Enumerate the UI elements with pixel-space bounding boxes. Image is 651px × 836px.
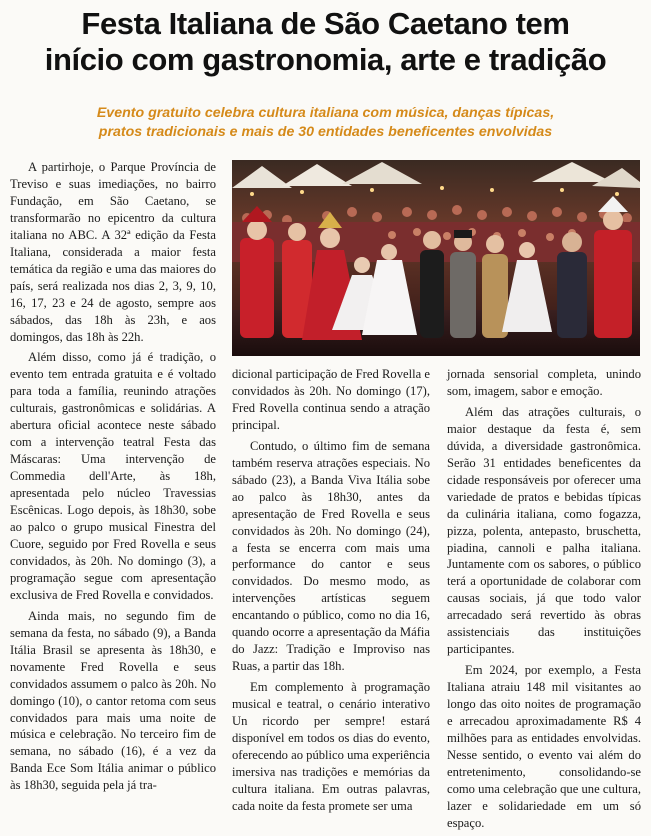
- paragraph: Além das atrações culturais, o maior destaque da festa é, sem dúvida, a diversidade gastronômica. Serão 31 entidades beneficentes da cidade responsáveis por oferecer uma variedade de pratos e bebidas típicas da culinária italiana, como fogazza, pizza, polenta, antepasto, bruschetta, piadina, cannoli e palha italiana. Juntamente com os sabores, o público terá a oportunidade de colaborar com causas sociais, já que todo valor arrecadado será revertido às obras assistenciais das instituições participantes.: [447, 404, 641, 657]
- paragraph: Além disso, como já é tradição, o evento tem entrada gratuita e é voltado para toda a família, reunindo atrações culturais, gastronômicas e solidárias. A abertura oficial acontece neste sábado com a intervenção teatral Festa das Máscaras: Uma intervenção de Commedia dell'Arte, às 18h, apresentada pelo núcleo Travessias Escênicas. Logo depois, às 18h30, sobe ao palco o grupo musical Finestra del Cuore, seguido por Fred Rovella e seus convidados, às 20h. No domingo (3), a programação segue com apresentação exclusiva de Fred Rovella e convidados.: [10, 350, 216, 602]
- paragraph: Em complemento à programação musical e teatral, o cenário interativo Un ricordo per sempre! estará disponível em todos os dias do evento, oferecendo ao público uma experiência imersiva nas tradições e memórias da cultura italiana. Em outras palavras, cada noite da festa promete ser uma: [232, 680, 430, 813]
- subheadline: [0, 104, 651, 142]
- festival-stage-photo: [232, 160, 640, 356]
- headline-line-1: Festa Italiana de São Caetano tem: [81, 6, 570, 41]
- festival-photo-illustration: [232, 160, 640, 356]
- paragraph: Contudo, o último fim de semana também reserva atrações especiais. No sábado (23), a Banda Viva Itália sobe ao palco às 18h30, antes da apresentação de Fred Rovella e seus convidados às 20h. No domingo (24), a festa se encerra com mais uma performance do cantor e seus convidados. Do mesmo modo, as intervenções artísticas seguem encantando o público, como no dia 16, quando ocorre a apresentação da Máfia do Jazz: Tradição e Improviso nas Ruas, a partir das 18h.: [232, 438, 430, 674]
- paragraph: jornada sensorial completa, unindo som, imagem, sabor e emoção.: [447, 367, 641, 398]
- headline-line-2: início com gastronomia, arte e tradição: [44, 42, 607, 77]
- article-column-3: [447, 366, 641, 836]
- subhead-line-2: pratos tradicionais e mais de 30 entidades beneficentes envolvidas: [98, 124, 553, 140]
- article-column-2: [232, 366, 430, 819]
- headline: [0, 6, 651, 78]
- paragraph: A partirhoje, o Parque Província de Treviso e suas imediações, no bairro Fundação, em São Caetano, se transformarão no epicentro da cultura italiana no ABC. A 32ª edição da Festa Italiana, considerada a maior festa temática da região e uma das maiores do país, será realizada nos dias 2, 3, 9, 10, 16, 17, 23 e 24 de agosto, sempre aos sábados, das 18h às 23h, e aos domingos, das 18h às 22h.: [10, 160, 216, 344]
- subhead-line-1: Evento gratuito celebra cultura italiana com música, danças típicas,: [96, 105, 555, 121]
- paragraph: Em 2024, por exemplo, a Festa Italiana atraiu 148 mil visitantes ao longo das oito noites de programação e arrecadou aproximadamente R$ 4 milhões para as entidades envolvidas. Nesse sentido, o evento vai além do entretenimento, consolidando-se como uma celebração que une cultura, lazer e solidariedade em um só espaço.: [447, 663, 641, 830]
- paragraph: dicional participação de Fred Rovella e convidados às 20h. No domingo (17), Fred Rovella continua sendo a atração principal.: [232, 367, 430, 432]
- paragraph: Ainda mais, no segundo fim de semana da festa, no sábado (9), a Banda Itália Brasil se apresenta às 18h30, e novamente Fred Rovella e seus convidados assumem o palco às 20h. No domingo (10), o cantor retoma com seus convidados para mais uma noite de música e celebração. No terceiro fim de semana, no sábado (16), é a vez da Banda Ece Som Itália animar o público às 18h30, seguida pela já tra-: [10, 608, 216, 793]
- article-column-1: [10, 159, 216, 798]
